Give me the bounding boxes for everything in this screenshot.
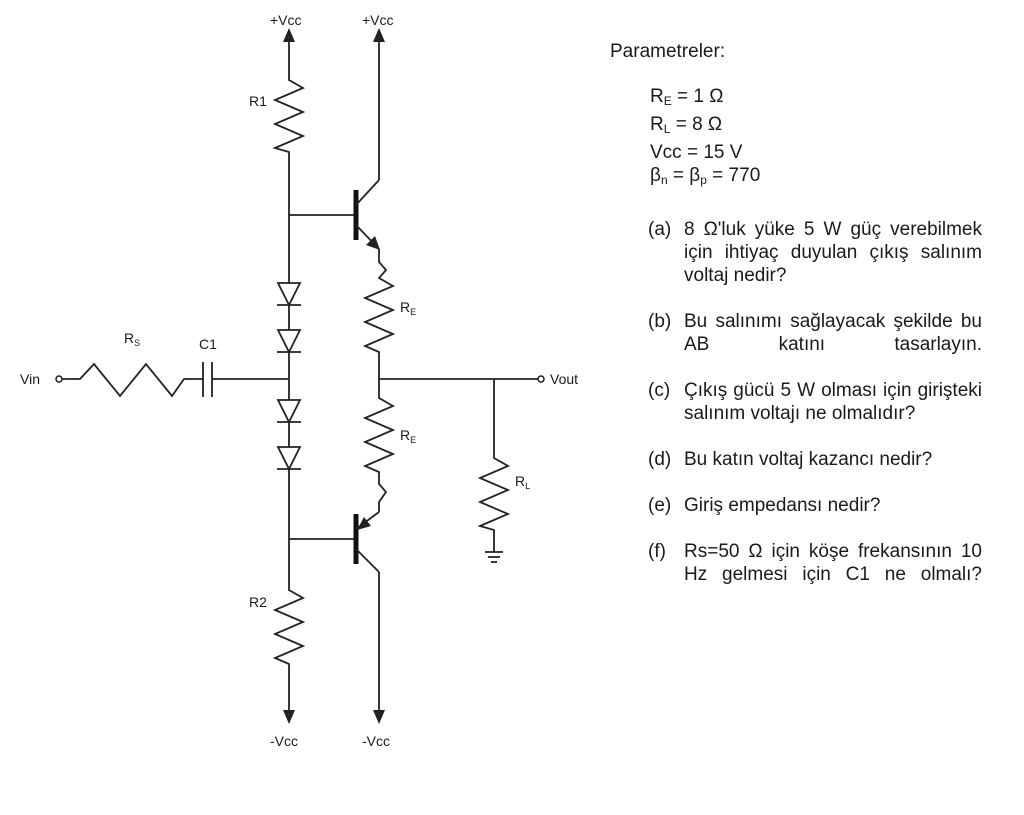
question-c bbox=[648, 379, 982, 425]
diode-d3 bbox=[277, 400, 301, 422]
resistor-rs bbox=[62, 364, 203, 396]
resistor-re-upper bbox=[365, 249, 416, 379]
transistor-npn bbox=[356, 180, 380, 250]
question-d bbox=[648, 448, 982, 471]
param-vcc: Vcc = 15 V bbox=[650, 142, 743, 163]
vin-label: Vin bbox=[20, 371, 40, 387]
r1-label: R1 bbox=[249, 93, 267, 109]
parameters-heading: Parametreler: bbox=[610, 41, 726, 62]
vcc-right-label: +Vcc bbox=[362, 12, 394, 28]
question-f bbox=[648, 540, 982, 586]
vout-terminal bbox=[538, 376, 544, 382]
re-lower-label: $R_E$ bbox=[400, 427, 417, 445]
diode-d2 bbox=[277, 330, 301, 352]
question-text: Bu katın voltaj kazancı nedir? bbox=[684, 449, 933, 470]
question-text: Rs=50 Ω için köşe frekansının 10 Hz gelmesi için C1 ne olmalı? bbox=[684, 541, 982, 585]
capacitor-c1 bbox=[203, 362, 289, 397]
vee-right-label: -Vcc bbox=[362, 733, 390, 749]
vcc-left-label: +Vcc bbox=[270, 12, 302, 28]
question-e bbox=[648, 494, 982, 517]
parameter-list bbox=[650, 85, 982, 192]
question-b bbox=[648, 310, 982, 356]
question-letter: (e) bbox=[648, 495, 672, 516]
diode-d4 bbox=[277, 447, 301, 469]
resistor-r1 bbox=[249, 72, 303, 215]
vee-left-label: -Vcc bbox=[270, 733, 298, 749]
problem-text bbox=[610, 40, 982, 609]
re-upper-label: $R_E$ bbox=[400, 299, 417, 317]
transistor-pnp bbox=[356, 512, 379, 712]
question-letter: (c) bbox=[648, 380, 671, 401]
supply-vee-right bbox=[362, 710, 390, 749]
output-network bbox=[379, 371, 578, 562]
vin-terminal bbox=[56, 376, 62, 382]
resistor-r2 bbox=[249, 584, 303, 712]
supply-vcc-left bbox=[270, 12, 302, 72]
question-text: 8 Ω'luk yüke 5 W güç verebilmek için ihtiyaç duyulan çıkış salınım voltaj nedir? bbox=[684, 219, 982, 286]
resistor-re-lower bbox=[365, 379, 416, 512]
rs-label: $R_S$ bbox=[124, 330, 141, 348]
question-text: Bu salınımı sağlayacak şekilde bu AB katını tasarlayın. bbox=[684, 311, 982, 355]
question-letter: (a) bbox=[648, 219, 672, 240]
vout-label: Vout bbox=[550, 371, 579, 387]
question-a bbox=[648, 218, 982, 287]
question-text: Çıkış gücü 5 W olması için girişteki salınım voltajı ne olmalıdır? bbox=[684, 380, 982, 424]
param-beta: $\beta_n = \beta_p = 770$ bbox=[650, 165, 761, 187]
resistor-rl bbox=[480, 379, 508, 552]
question-letter: (f) bbox=[648, 541, 666, 562]
bias-chain bbox=[277, 215, 354, 584]
supply-vee-left bbox=[270, 710, 298, 749]
param-re: $R_E = 1$ Ω bbox=[650, 86, 724, 108]
supply-vcc-right bbox=[362, 12, 394, 180]
param-rl: $R_L = 8$ Ω bbox=[650, 114, 723, 136]
r2-label: R2 bbox=[249, 594, 267, 610]
diode-d1 bbox=[277, 283, 301, 305]
rl-label: $R_L$ bbox=[515, 473, 531, 491]
question-letter: (d) bbox=[648, 449, 672, 470]
question-list bbox=[648, 218, 982, 586]
question-text: Giriş empedansı nedir? bbox=[684, 495, 881, 516]
ground-icon bbox=[485, 552, 503, 562]
question-letter: (b) bbox=[648, 311, 672, 332]
input-network bbox=[20, 330, 289, 397]
c1-label: C1 bbox=[199, 336, 217, 352]
